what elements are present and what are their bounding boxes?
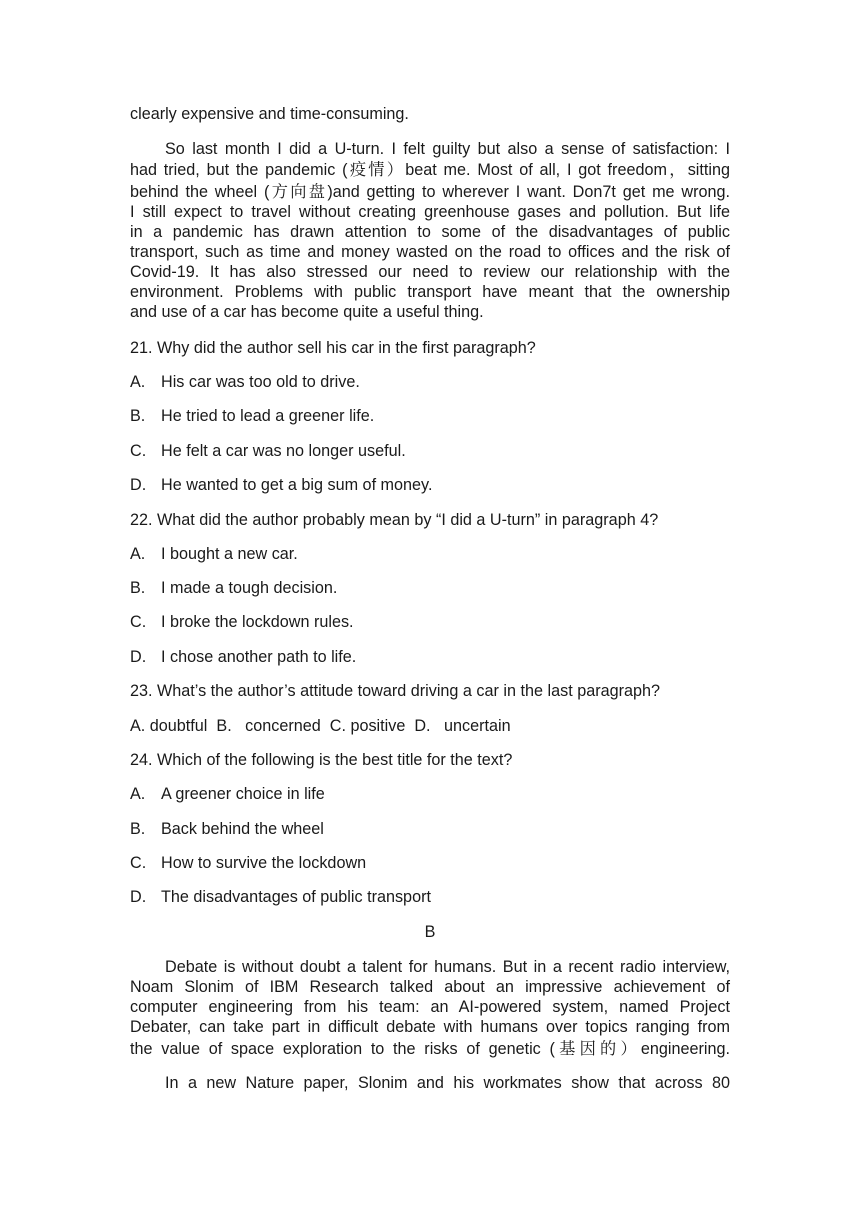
option-letter: A. — [130, 785, 146, 803]
option-text: I made a tough decision. — [161, 579, 338, 597]
question-23-stem: 23. What’s the author’s attitude toward driving a car in the last paragraph? — [130, 682, 661, 700]
text-line: transport, such as time and money wasted on the road to offices and the risk of — [130, 243, 730, 261]
option-text: The disadvantages of public transport — [161, 888, 431, 906]
question-22-option-d — [130, 647, 356, 667]
option-text: He felt a car was no longer useful. — [161, 442, 406, 460]
option-text: I broke the lockdown rules. — [161, 613, 354, 631]
question-21-option-b — [130, 406, 374, 426]
option-letter: A. — [130, 373, 146, 391]
passage-b-paragraph-1 — [130, 957, 730, 1059]
text-line: Covid-19. It has also stressed our need to review our relationship with the — [130, 263, 730, 281]
option-text: I chose another path to life. — [161, 648, 357, 666]
option-text: A greener choice in life — [161, 785, 325, 803]
question-24-option-a — [130, 784, 325, 804]
text-line: in a pandemic has drawn attention to some of the disadvantages of public — [130, 223, 730, 241]
option-text: He tried to lead a greener life. — [161, 407, 375, 425]
option-letter: D. — [130, 888, 147, 906]
section-heading: B — [424, 923, 436, 941]
text-line: So last month I did a U-turn. I felt guilty but also a sense of satisfaction: I — [165, 140, 730, 158]
option-text: Back behind the wheel — [161, 820, 324, 838]
text-line: computer engineering from his team: an AI-powered system, named Project — [130, 998, 730, 1016]
option-letter: C. — [130, 613, 147, 631]
paragraph-4 — [130, 139, 730, 322]
question-22-option-a — [130, 544, 298, 564]
option-text: I bought a new car. — [161, 545, 298, 563]
text-line: Debater, can take part in difficult debate with humans over topics ranging from — [130, 1018, 730, 1036]
option-letter: D. — [130, 648, 147, 666]
option-letter: B. — [130, 407, 146, 425]
option-letter: B. — [130, 579, 146, 597]
option-letter: C. — [130, 442, 147, 460]
option-text: He wanted to get a big sum of money. — [161, 476, 433, 494]
text-line: the value of space exploration to the risks of genetic (基因的）engineering. — [130, 1040, 730, 1058]
text-line: and use of a car has become quite a useful thing. — [130, 303, 484, 321]
text-line: I still expect to travel without creating greenhouse gases and pollution. But life — [130, 203, 730, 221]
text-line: behind the wheel (方向盘)and getting to wherever I want. Don7t get me wrong. — [130, 183, 730, 201]
text-line: Debate is without doubt a talent for humans. But in a recent radio interview, — [165, 958, 730, 976]
question-23-options: A. doubtful B. concerned C. positive D. uncertain — [130, 717, 511, 735]
question-21-stem: 21. Why did the author sell his car in the first paragraph? — [130, 339, 536, 357]
option-text: His car was too old to drive. — [161, 373, 360, 391]
question-22-stem: 22. What did the author probably mean by “I did a U-turn” in paragraph 4? — [130, 511, 659, 529]
question-22-option-b — [130, 578, 337, 598]
text-line: environment. Problems with public transport have meant that the ownership — [130, 283, 730, 301]
text-line: had tried, but the pandemic (疫情）beat me. Most of all, I got freedom，sitting — [130, 161, 730, 179]
option-letter: A. — [130, 545, 146, 563]
text-line: In a new Nature paper, Slonim and his workmates show that across 80 — [165, 1074, 730, 1092]
question-24-option-b — [130, 819, 324, 839]
question-22-option-c — [130, 612, 354, 632]
option-text: How to survive the lockdown — [161, 854, 367, 872]
question-21-option-c — [130, 441, 406, 461]
question-21-option-d — [130, 475, 432, 495]
paragraph-end: clearly expensive and time-consuming. — [130, 105, 409, 123]
question-24-option-d — [130, 887, 431, 907]
question-24-stem: 24. Which of the following is the best title for the text? — [130, 751, 513, 769]
question-21-option-a — [130, 372, 360, 392]
passage-b-paragraph-2 — [130, 1073, 730, 1093]
option-letter: D. — [130, 476, 147, 494]
option-letter: C. — [130, 854, 147, 872]
text-line: Noam Slonim of IBM Research talked about an impressive achievement of — [130, 978, 730, 996]
question-24-option-c — [130, 853, 366, 873]
option-letter: B. — [130, 820, 146, 838]
